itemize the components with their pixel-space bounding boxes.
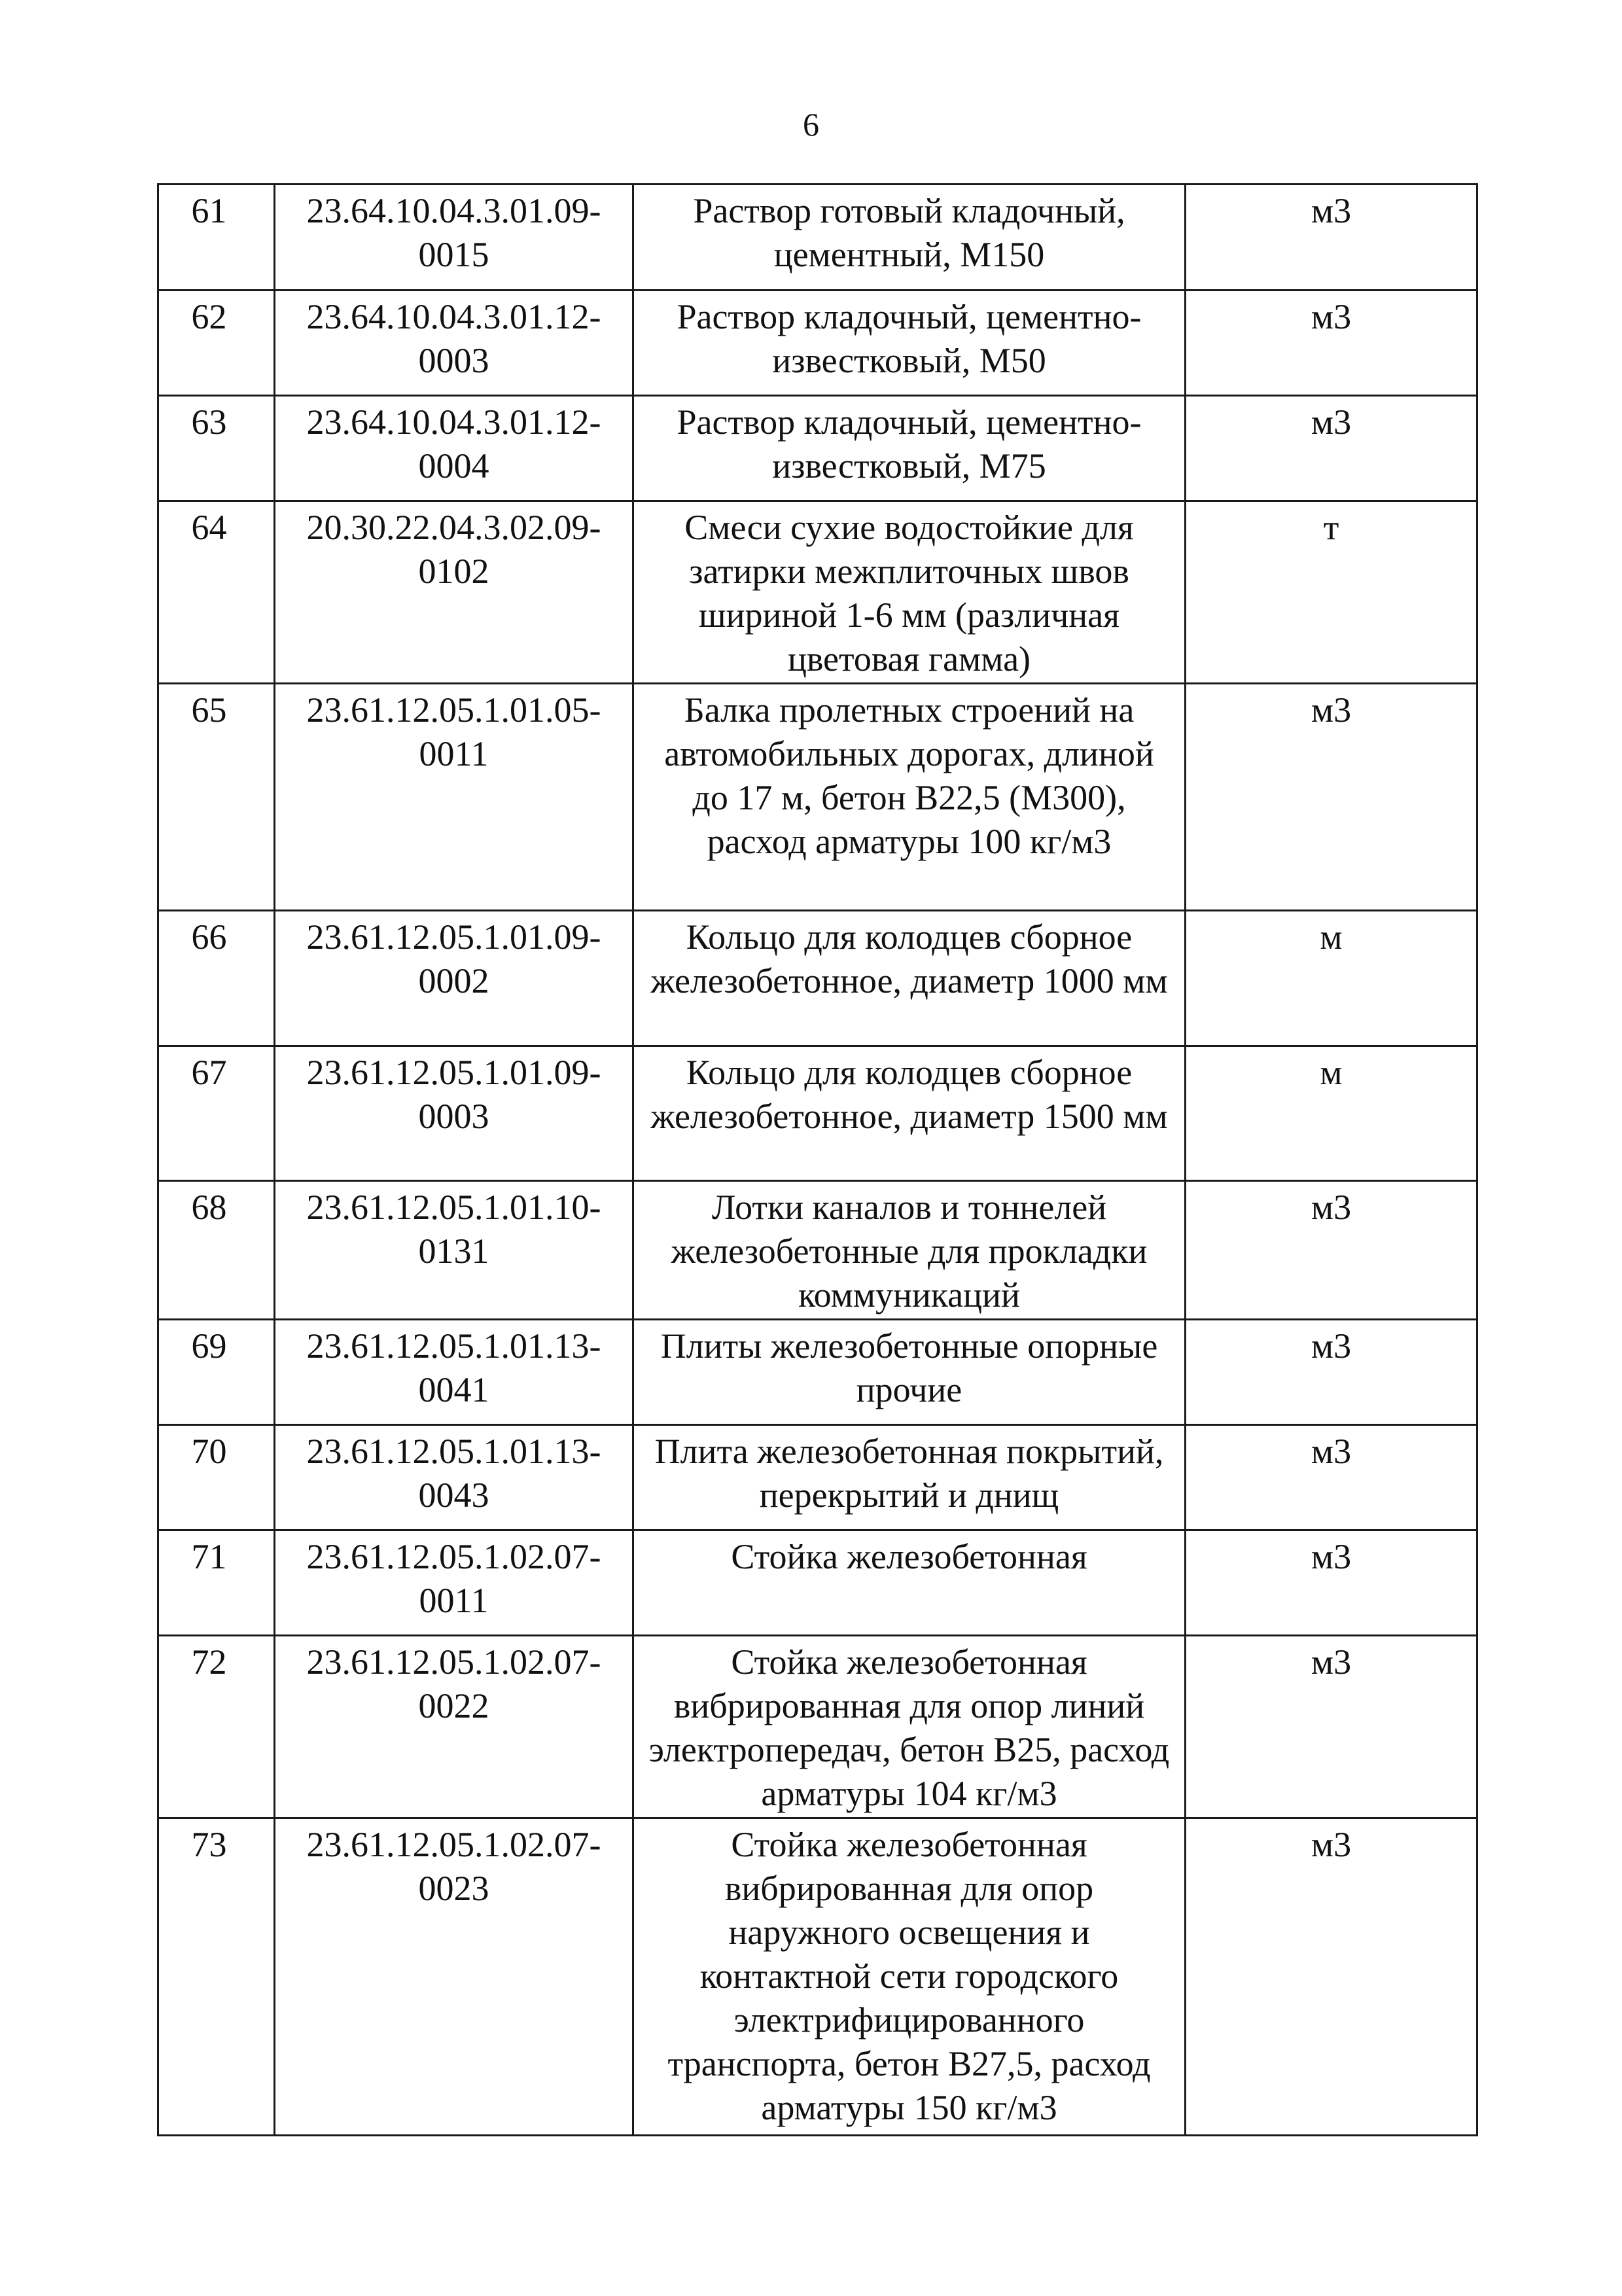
table-row xyxy=(158,1636,1477,1818)
resource-code xyxy=(275,185,633,291)
resource-code-prefix: 23.64.10.04.3.01.12- xyxy=(306,402,601,442)
unit-of-measure: т xyxy=(1186,501,1477,684)
resource-name: Стойка железобетонная xyxy=(633,1530,1186,1636)
resource-code-prefix: 23.64.10.04.3.01.09- xyxy=(306,191,601,230)
unit-of-measure: м3 xyxy=(1186,1818,1477,2136)
materials-table xyxy=(157,183,1478,2136)
row-number: 69 xyxy=(158,1320,275,1425)
resource-code-suffix: 0015 xyxy=(418,235,489,274)
unit-of-measure: м3 xyxy=(1186,1425,1477,1530)
table-row xyxy=(158,501,1477,684)
unit-of-measure: м3 xyxy=(1186,396,1477,501)
unit-of-measure: м xyxy=(1186,911,1477,1046)
unit-of-measure: м3 xyxy=(1186,1530,1477,1636)
resource-name: Стойка железобетонная вибрированная для опор наружного освещения и контактной сети городского электрифицированного транспорта, бетон В27,5, расход арматуры 150 кг/м3 xyxy=(633,1818,1186,2136)
table-row xyxy=(158,291,1477,396)
resource-code-suffix: 0023 xyxy=(418,1869,489,1908)
resource-code-suffix: 0022 xyxy=(418,1686,489,1725)
resource-code xyxy=(275,291,633,396)
row-number: 63 xyxy=(158,396,275,501)
row-number: 72 xyxy=(158,1636,275,1818)
resource-code-suffix: 0102 xyxy=(418,552,489,591)
resource-code-prefix: 23.61.12.05.1.01.09- xyxy=(306,917,601,957)
table-row xyxy=(158,1818,1477,2136)
resource-name: Раствор кладочный, цементно-известковый, М75 xyxy=(633,396,1186,501)
resource-name: Плиты железобетонные опорные прочие xyxy=(633,1320,1186,1425)
unit-of-measure: м3 xyxy=(1186,684,1477,911)
resource-code-prefix: 23.61.12.05.1.01.09- xyxy=(306,1053,601,1092)
resource-code-suffix: 0004 xyxy=(418,446,489,486)
table-row xyxy=(158,1181,1477,1320)
row-number: 73 xyxy=(158,1818,275,2136)
row-number: 61 xyxy=(158,185,275,291)
resource-name: Кольцо для колодцев сборное железобетонное, диаметр 1000 мм xyxy=(633,911,1186,1046)
unit-of-measure: м3 xyxy=(1186,1636,1477,1818)
resource-code xyxy=(275,1046,633,1181)
resource-code-suffix: 0003 xyxy=(418,341,489,380)
row-number: 64 xyxy=(158,501,275,684)
resource-code xyxy=(275,1320,633,1425)
resource-code xyxy=(275,684,633,911)
unit-of-measure: м3 xyxy=(1186,1181,1477,1320)
resource-code xyxy=(275,1181,633,1320)
resource-code-prefix: 23.61.12.05.1.02.07- xyxy=(306,1642,601,1682)
row-number: 71 xyxy=(158,1530,275,1636)
row-number: 67 xyxy=(158,1046,275,1181)
table-row xyxy=(158,911,1477,1046)
row-number: 66 xyxy=(158,911,275,1046)
resource-code-suffix: 0041 xyxy=(418,1370,489,1409)
resource-code-suffix: 0011 xyxy=(419,734,489,773)
resource-code xyxy=(275,1818,633,2136)
unit-of-measure: м3 xyxy=(1186,291,1477,396)
resource-name: Раствор готовый кладочный, цементный, М150 xyxy=(633,185,1186,291)
table-row xyxy=(158,185,1477,291)
resource-code-suffix: 0002 xyxy=(418,961,489,1000)
resource-code xyxy=(275,911,633,1046)
row-number: 62 xyxy=(158,291,275,396)
table-row xyxy=(158,396,1477,501)
resource-code-suffix: 0131 xyxy=(418,1231,489,1271)
resource-code xyxy=(275,1636,633,1818)
unit-of-measure: м xyxy=(1186,1046,1477,1181)
resource-code xyxy=(275,501,633,684)
resource-code-prefix: 23.61.12.05.1.01.13- xyxy=(306,1326,601,1366)
table-row xyxy=(158,1425,1477,1530)
row-number: 70 xyxy=(158,1425,275,1530)
resource-code xyxy=(275,1530,633,1636)
resource-code-suffix: 0011 xyxy=(419,1581,489,1620)
resource-name: Плита железобетонная покрытий, перекрытий и днищ xyxy=(633,1425,1186,1530)
resource-code-prefix: 23.61.12.05.1.01.10- xyxy=(306,1188,601,1227)
row-number: 65 xyxy=(158,684,275,911)
table-row xyxy=(158,1320,1477,1425)
resource-code-prefix: 23.61.12.05.1.01.05- xyxy=(306,690,601,730)
resource-code-suffix: 0003 xyxy=(418,1097,489,1136)
resource-name: Кольцо для колодцев сборное железобетонное, диаметр 1500 мм xyxy=(633,1046,1186,1181)
resource-name: Раствор кладочный, цементно-известковый, М50 xyxy=(633,291,1186,396)
resource-code-prefix: 23.64.10.04.3.01.12- xyxy=(306,297,601,336)
resource-code-suffix: 0043 xyxy=(418,1475,489,1515)
resource-code-prefix: 23.61.12.05.1.02.07- xyxy=(306,1537,601,1576)
resource-code-prefix: 20.30.22.04.3.02.09- xyxy=(306,508,601,547)
table-row xyxy=(158,684,1477,911)
unit-of-measure: м3 xyxy=(1186,185,1477,291)
resource-name: Стойка железобетонная вибрированная для опор линий электропередач, бетон В25, расход арматуры 104 кг/м3 xyxy=(633,1636,1186,1818)
resource-name: Смеси сухие водостойкие для затирки межплиточных швов шириной 1-6 мм (различная цветовая гамма) xyxy=(633,501,1186,684)
table-row xyxy=(158,1046,1477,1181)
row-number: 68 xyxy=(158,1181,275,1320)
page-number: 6 xyxy=(803,106,819,143)
resource-name: Балка пролетных строений на автомобильных дорогах, длиной до 17 м, бетон В22,5 (М300), расход арматуры 100 кг/м3 xyxy=(633,684,1186,911)
table-row xyxy=(158,1530,1477,1636)
resource-code xyxy=(275,1425,633,1530)
unit-of-measure: м3 xyxy=(1186,1320,1477,1425)
resource-code-prefix: 23.61.12.05.1.02.07- xyxy=(306,1825,601,1864)
resource-code-prefix: 23.61.12.05.1.01.13- xyxy=(306,1432,601,1471)
resource-code xyxy=(275,396,633,501)
resource-name: Лотки каналов и тоннелей железобетонные для прокладки коммуникаций xyxy=(633,1181,1186,1320)
